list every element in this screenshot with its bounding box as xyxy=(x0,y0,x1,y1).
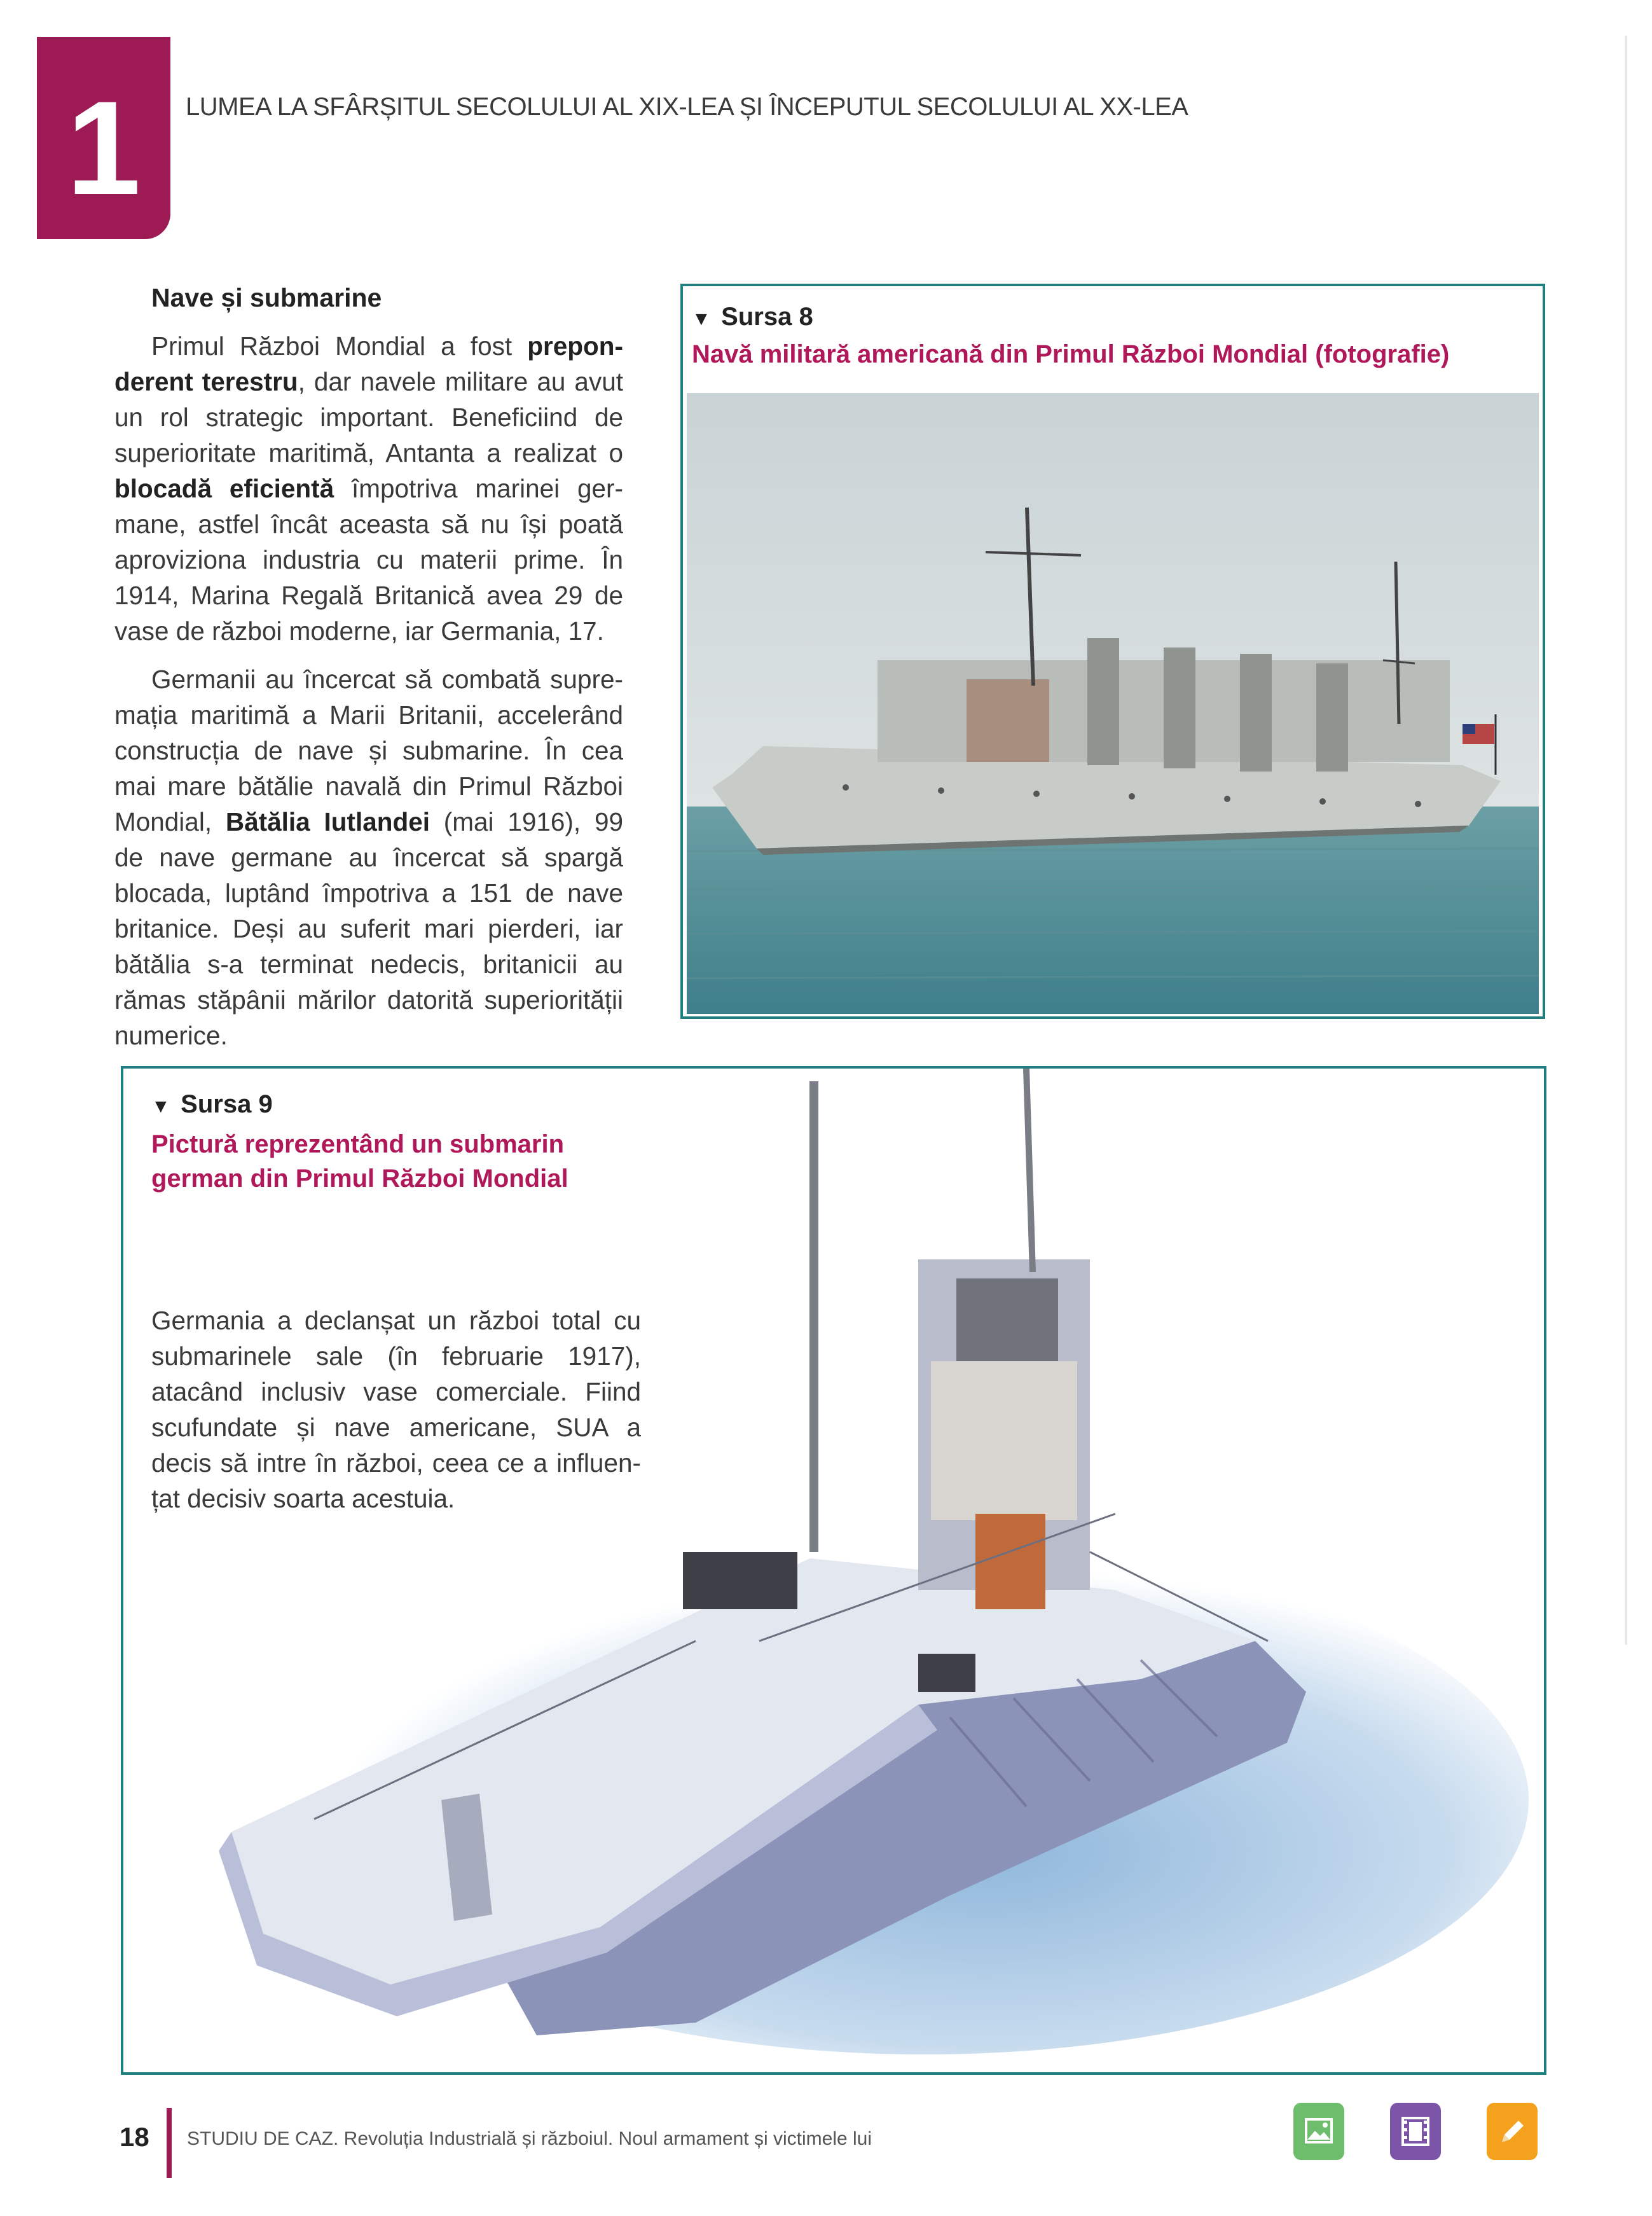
source-9-label-row xyxy=(151,1090,273,1119)
source-8-title: Navă militară americană din Primul Război Mondial (fotografie) xyxy=(692,340,1450,368)
source-9-title-line-1: Pictură reprezentând un submarin xyxy=(151,1130,565,1158)
paragraph-1 xyxy=(114,328,623,649)
text-run: Germanii au încercat să combată supremația maritimă a Marii Britanii, accelerând construcția de nave și submarine. În cea mai mare bătălie navală din Primul Război Mondial, xyxy=(114,665,623,836)
source-9-label: Sursa 9 xyxy=(181,1090,273,1118)
text-run: împotriva marinei germane, astfel încât aceasta să nu își poată aproviziona industria cu materii prime. În 1914, Marina Regală Britanică avea 29 de vase de război moderne, iar Germania, 17. xyxy=(114,474,623,646)
page-edge-rule xyxy=(1625,36,1627,1645)
source-8-box xyxy=(680,284,1545,1019)
section-heading: Nave și submarine xyxy=(151,283,382,312)
text-run: (mai 1916), 99 de nave germane au încercat să spargă blocada, luptând împotriva a 151 de nave britanice. Deși au suferit mari pierderi, iar bătălia s-a terminat nedecis, britanicii au rămas stăpânii mărilor datorită superiorității numerice. xyxy=(114,807,623,1050)
page-number: 18 xyxy=(120,2122,149,2152)
bold-term: blocadă eficientă xyxy=(114,474,334,503)
source-8-label: Sursa 8 xyxy=(721,303,813,331)
film-icon[interactable] xyxy=(1390,2103,1441,2160)
bold-term: preponderent terestru xyxy=(114,331,623,396)
chapter-tab xyxy=(37,37,170,239)
footer-divider xyxy=(167,2108,172,2178)
source-9-title xyxy=(151,1127,568,1196)
main-text-column xyxy=(114,280,623,1066)
text-run: , dar navele militare au avut un rol strategic important. Beneficiind de superioritate maritimă, Antanta a realizat o xyxy=(114,367,623,467)
triangle-down-icon: ▼ xyxy=(692,308,711,329)
paragraph-2 xyxy=(114,661,623,1053)
pencil-icon[interactable] xyxy=(1487,2103,1538,2160)
chapter-title: LUMEA LA SFÂRȘITUL SECOLULUI AL XIX-LEA ȘI ÎNCEPUTUL SECOLULUI AL XX-LEA xyxy=(186,93,1188,121)
chapter-number: 1 xyxy=(66,73,141,223)
footer-caption: STUDIU DE CAZ. Revoluția Industrială și războiul. Noul armament și victimele lui xyxy=(187,2128,872,2149)
image-icon[interactable] xyxy=(1293,2103,1344,2160)
source-8-label-row xyxy=(692,303,813,331)
warship-photo xyxy=(687,393,1539,1014)
bold-term: Bătălia Iutlandei xyxy=(225,807,430,836)
triangle-down-icon: ▼ xyxy=(151,1096,170,1117)
text-run: Primul Război Mondial a fost xyxy=(151,331,528,361)
source-9-box xyxy=(121,1066,1546,2075)
source-9-description: Germania a declanșat un război total cu submarinele sale (în februarie 1917), atacând inclusiv vase comerciale. Fiind scufundate și nave americane, SUA a decis să intre în război, ceea ce a influențat decisiv soarta acestuia. xyxy=(151,1306,641,1513)
submarine-painting xyxy=(123,1069,1544,2072)
source-9-title-line-2: german din Primul Război Mondial xyxy=(151,1165,568,1193)
